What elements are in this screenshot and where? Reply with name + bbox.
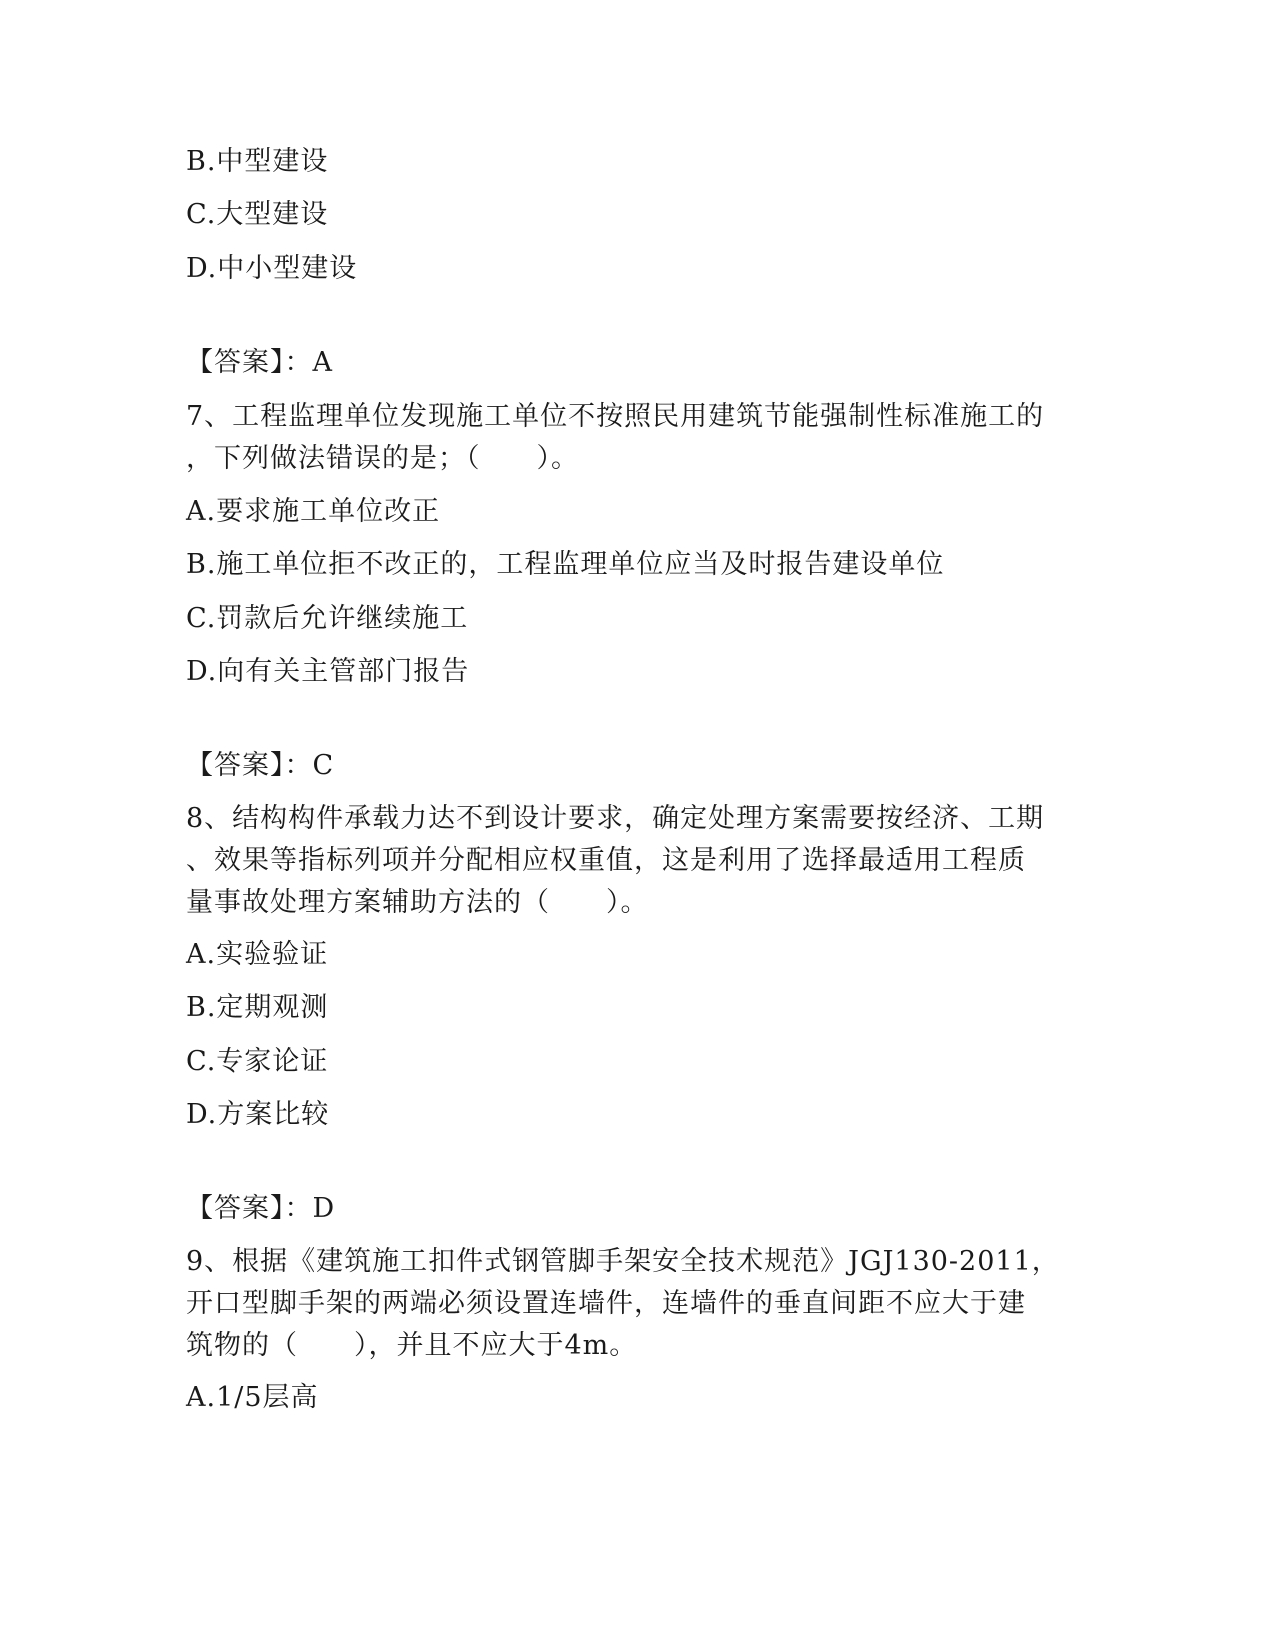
q9-option-a: A.1/5层高 <box>186 1382 319 1413</box>
q8-stem-line-3: 量事故处理方案辅助方法的（ ）。 <box>186 887 649 918</box>
q7-option-c: C.罚款后允许继续施工 <box>186 603 469 634</box>
q8-stem-line-2: 、效果等指标列项并分配相应权重值，这是利用了选择最适用工程质 <box>186 845 1026 876</box>
q7-stem-line-2: ，下列做法错误的是；（ ）。 <box>186 443 579 474</box>
q9-stem-line-2: 开口型脚手架的两端必须设置连墙件，连墙件的垂直间距不应大于建 <box>186 1288 1026 1319</box>
q9-stem-line-3: 筑物的（ ），并且不应大于4m。 <box>186 1330 638 1361</box>
q8-answer: 【答案】：D <box>186 1193 336 1224</box>
q6-option-b: B.中型建设 <box>186 146 329 177</box>
q7-option-b: B.施工单位拒不改正的，工程监理单位应当及时报告建设单位 <box>186 549 945 580</box>
q6-answer: 【答案】：A <box>186 347 333 378</box>
q6-option-d: D.中小型建设 <box>186 253 358 284</box>
q8-stem-line-1: 8、结构构件承载力达不到设计要求，确定处理方案需要按经济、工期 <box>186 803 1045 834</box>
q6-option-c: C.大型建设 <box>186 199 329 230</box>
q9-stem-line-1: 9、根据《建筑施工扣件式钢管脚手架安全技术规范》JGJ130-2011， <box>186 1246 1060 1277</box>
q8-option-a: A.实验验证 <box>186 939 329 970</box>
q7-answer: 【答案】：C <box>186 750 335 781</box>
q8-option-c: C.专家论证 <box>186 1046 329 1077</box>
q7-option-d: D.向有关主管部门报告 <box>186 656 470 687</box>
q7-stem-line-1: 7、工程监理单位发现施工单位不按照民用建筑节能强制性标准施工的 <box>186 401 1045 432</box>
q8-option-b: B.定期观测 <box>186 992 329 1023</box>
q7-option-a: A.要求施工单位改正 <box>186 496 441 527</box>
q8-option-d: D.方案比较 <box>186 1099 330 1130</box>
